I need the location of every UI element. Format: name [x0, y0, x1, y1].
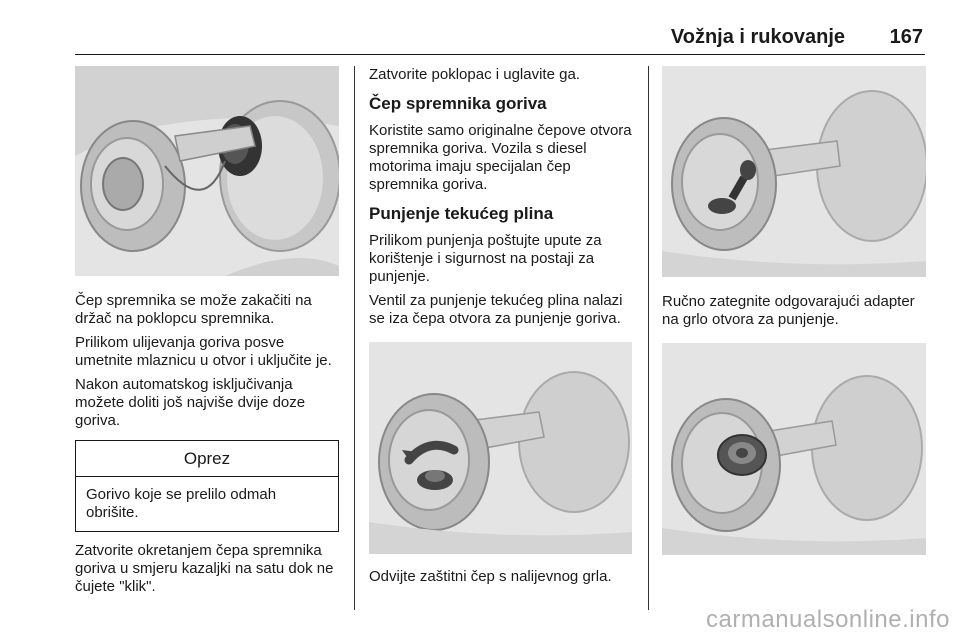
column-divider [648, 66, 649, 610]
column-divider [354, 66, 355, 610]
paragraph: Koristite samo originalne čepove otvora spremnika goriva. Vozila s diesel motorima imaju specijalan čep spremnika goriva. [369, 122, 632, 193]
column-2 [369, 66, 634, 592]
image-caption: Ručno zategnite odgovarajući adapter na grlo otvora za punjenje. [662, 293, 915, 328]
paragraph: Prilikom ulijevanja goriva posve umetnite mlaznicu u otvor i uključite je. [75, 334, 332, 369]
lpg-cap-unscrew-illustration [369, 342, 632, 554]
heading: Punjenje tekućeg plina [369, 204, 554, 223]
warning-title: Oprez [76, 441, 338, 477]
watermark: carmanualsonline.info [706, 606, 950, 633]
heading: Čep spremnika goriva [369, 94, 547, 113]
warning-box [75, 440, 339, 532]
column-1 [75, 66, 339, 602]
paragraph: Ventil za punjenje tekućeg plina nalazi se iza čepa otvora za punjenje goriva. [369, 292, 623, 327]
paragraph: Prilikom punjenja poštujte upute za korištenje i sigurnost na postaji za punjenje. [369, 232, 602, 285]
column-3 [662, 66, 926, 555]
paragraph: Zatvorite poklopac i uglavite ga. [369, 66, 580, 83]
section-title: Vožnja i rukovanje [670, 26, 845, 48]
page-number: 167 [889, 26, 923, 48]
paragraph: Nakon automatskog isključivanja možete doliti još najviše dvije doze goriva. [75, 376, 306, 429]
image-caption: Odvijte zaštitni čep s nalijevnog grla. [369, 568, 612, 585]
lpg-filler-neck-illustration [662, 66, 926, 277]
warning-text: Gorivo koje se prelilo odmah obrišite. [86, 486, 277, 521]
page-header [75, 26, 925, 55]
adapter-fitted-illustration [662, 343, 926, 555]
paragraph: Čep spremnika se može zakačiti na držač na poklopcu spremnika. [75, 292, 312, 327]
fuel-cap-holder-illustration [75, 66, 339, 276]
paragraph: Zatvorite okretanjem čepa spremnika goriva u smjeru kazaljki na satu dok ne čujete "klik". [75, 542, 334, 595]
